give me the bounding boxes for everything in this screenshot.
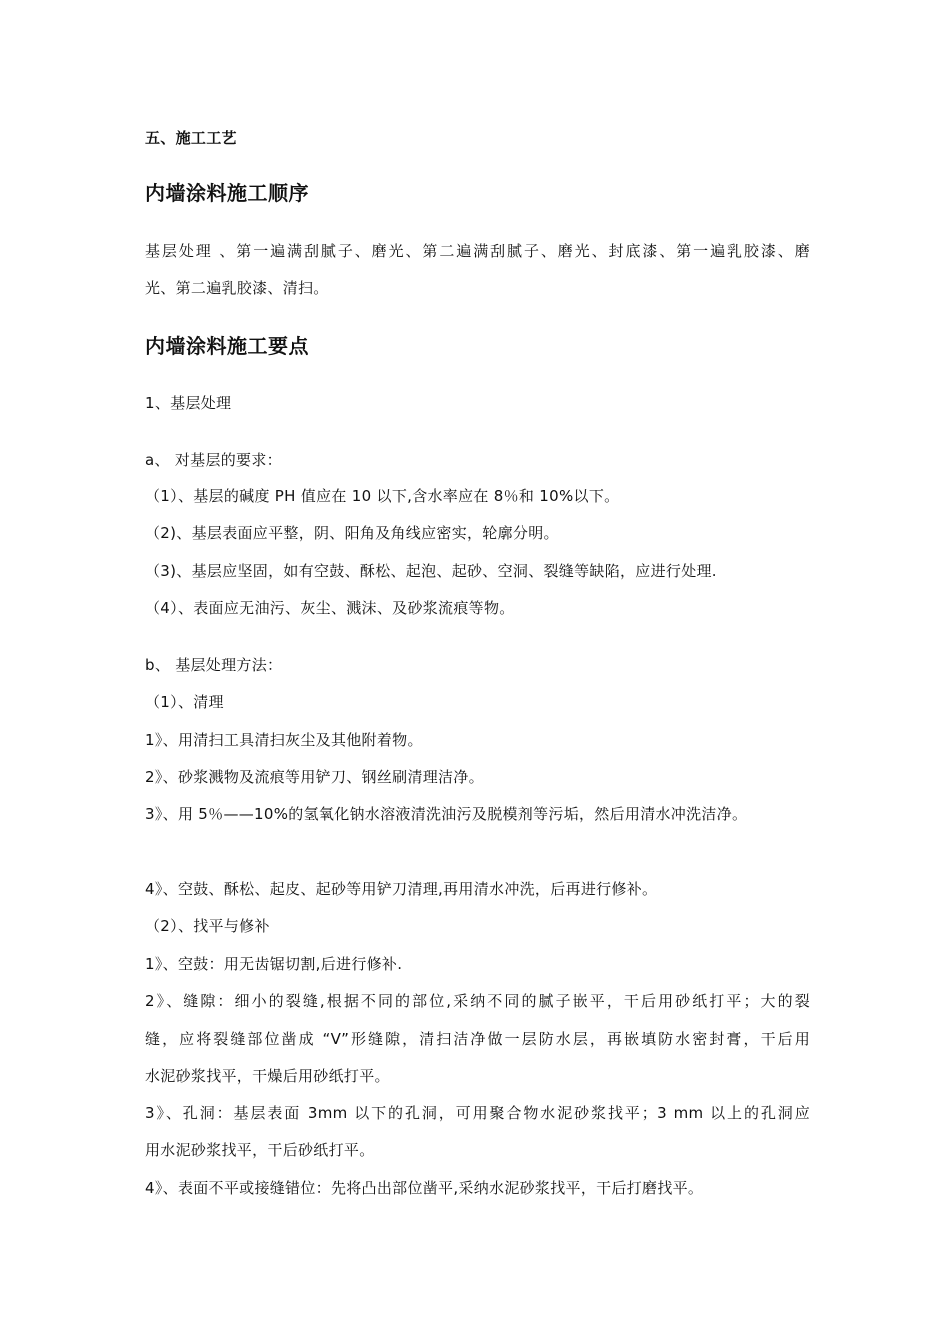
a-item-2: （2)、基层表面应平整，阴、阳角及角线应密实，轮廓分明。: [145, 524, 559, 542]
heading-construction-points: 内墙涂料施工要点: [145, 334, 309, 358]
a-title: a、 对基层的要求：: [145, 451, 282, 469]
b1-item-3: 3》、用 5％——10%的氢氧化钠水溶液清洗油污及脱模剂等污垢，然后用清水冲洗洁净。: [145, 805, 748, 823]
b1-item-4: 4》、空鼓、酥松、起皮、起砂等用铲刀清理,再用清水冲洗，后再进行修补。: [145, 880, 658, 898]
item1-title: 1、基层处理: [145, 394, 232, 412]
a-item-3: （3)、基层应坚固，如有空鼓、酥松、起泡、起砂、空洞、裂缝等缺陷，应进行处理.: [145, 562, 717, 580]
b2-item-2-line-3: 水泥砂浆找平，干燥后用砂纸打平。: [145, 1067, 390, 1085]
a-item-1: （1）、基层的碱度 PH 值应在 10 以下,含水率应在 8％和 10%以下。: [145, 487, 620, 505]
b2-item-3-line-1: 3》、孔洞：基层表面 3mm 以下的孔洞，可用聚合物水泥砂浆找平；3 mm 以上的孔洞应: [145, 1104, 810, 1122]
b1-title: （1）、清理: [145, 693, 224, 711]
b2-item-2-line-1: 2》、缝隙：细小的裂缝,根据不同的部位,采纳不同的腻子嵌平，干后用砂纸打平；大的裂: [145, 992, 810, 1010]
order-text-line-1: 基层处理 、第一遍满刮腻子、磨光、第二遍满刮腻子、磨光、封底漆、第一遍乳胶漆、磨: [145, 242, 810, 260]
b2-item-1: 1》、空鼓：用无齿锯切割,后进行修补.: [145, 955, 403, 973]
b2-item-4: 4》、表面不平或接缝错位：先将凸出部位凿平,采纳水泥砂浆找平，干后打磨找平。: [145, 1179, 704, 1197]
b1-item-2: 2》、砂浆溅物及流痕等用铲刀、钢丝刷清理洁净。: [145, 768, 484, 786]
section-title: 五、施工工艺: [145, 129, 237, 147]
b2-title: （2）、找平与修补: [145, 917, 270, 935]
b1-item-1: 1》、用清扫工具清扫灰尘及其他附着物。: [145, 731, 423, 749]
b-title: b、 基层处理方法：: [145, 656, 283, 674]
b2-item-3-line-2: 用水泥砂浆找平，干后砂纸打平。: [145, 1141, 375, 1159]
a-item-4: （4）、表面应无油污、灰尘、溅沫、及砂浆流痕等物。: [145, 599, 515, 617]
order-text-line-2: 光、第二遍乳胶漆、清扫。: [145, 279, 329, 297]
heading-construction-order: 内墙涂料施工顺序: [145, 181, 309, 205]
b2-item-2-line-2: 缝，应将裂缝部位凿成 “V”形缝隙，清扫洁净做一层防水层，再嵌填防水密封膏，干后用: [145, 1030, 810, 1048]
